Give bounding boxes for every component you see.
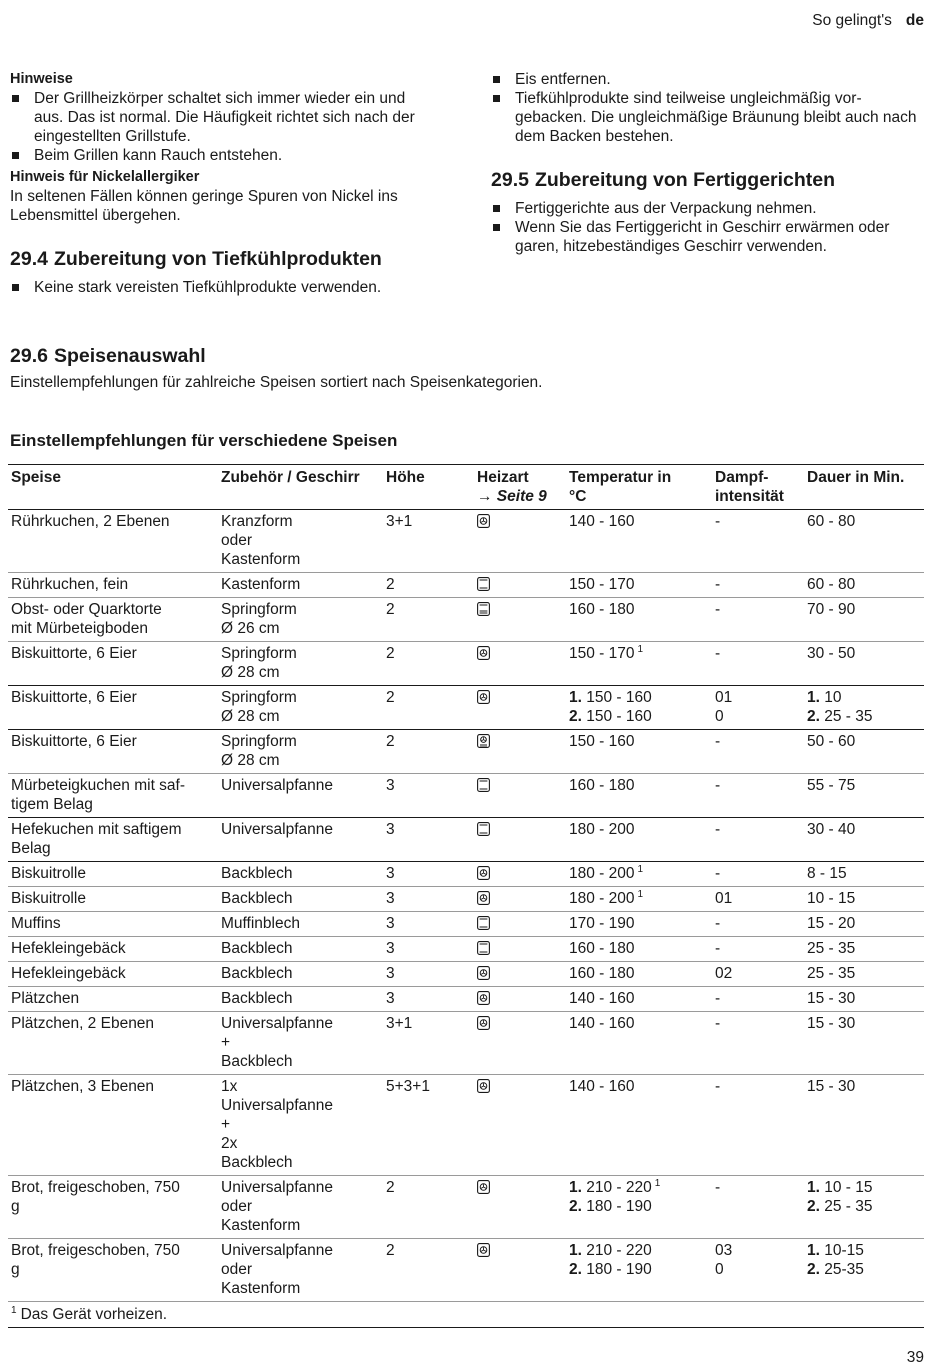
cell-temperatur <box>566 774 712 818</box>
header-speise: Speise <box>8 465 218 510</box>
cell-dampf <box>712 774 804 818</box>
steam-value: - <box>715 601 721 618</box>
duration-value: 50 - 60 <box>807 733 856 750</box>
duration-value: 15 - 30 <box>807 990 856 1007</box>
top-bottom-heat-icon <box>477 941 490 955</box>
cell-zubehoer: Springform Ø 28 cm <box>221 733 297 769</box>
allergy-note-text: In seltenen Fällen können geringe Spuren von Nickel ins Lebensmittel übergehen. <box>10 188 398 224</box>
cell-dampf <box>712 510 804 573</box>
cell-hoehe: 2 <box>386 601 395 618</box>
cell-heizart <box>474 598 566 642</box>
duration-value: 25 - 35 <box>807 940 856 957</box>
cell-temperatur <box>566 730 712 774</box>
cell-temperatur <box>566 598 712 642</box>
cell-dauer <box>804 1239 924 1302</box>
cell-temperatur <box>566 987 712 1012</box>
cell-hoehe: 3 <box>386 890 395 907</box>
section-29-6 <box>10 344 930 392</box>
cell-dauer <box>804 642 924 686</box>
header-hoehe: Höhe <box>383 465 474 510</box>
cell-dauer <box>804 598 924 642</box>
duration-value: 15 - 30 <box>807 1015 856 1032</box>
hot-air-icon <box>477 866 490 880</box>
steam-value: - <box>715 865 721 882</box>
duration-value: 8 - 15 <box>807 865 847 882</box>
step-number: 2. <box>569 708 582 725</box>
step-number: 1. <box>807 689 820 706</box>
allergy-note-title: Hinweis für Nickelallergiker <box>10 169 200 185</box>
cell-temperatur <box>566 887 712 912</box>
steam-value: 01 <box>715 890 733 907</box>
cell-hoehe: 3+1 <box>386 1015 413 1032</box>
temperature-value: 210 - 220 <box>586 1179 652 1196</box>
section-heading-29-6 <box>10 344 930 368</box>
step-number: 1. <box>807 1242 820 1259</box>
header-dampf: Dampf- intensität <box>712 465 804 510</box>
table-row <box>8 818 924 862</box>
footnote-ref: 1 <box>637 889 644 900</box>
temperature-value: 210 - 220 <box>586 1242 652 1259</box>
cell-dampf <box>712 1176 804 1239</box>
temperature-value: 150 - 170 <box>569 576 635 593</box>
steam-value: 0 <box>715 708 724 725</box>
header-heizart <box>474 465 566 510</box>
cell-hoehe: 2 <box>386 576 395 593</box>
cell-heizart <box>474 862 566 887</box>
table-row <box>8 1176 924 1239</box>
hot-air-icon <box>477 690 490 704</box>
list-item: Wenn Sie das Fertiggericht in Geschirr erwärmen oder garen, hitzebeständiges Geschirr verwenden. <box>491 218 921 256</box>
cell-speise: Rührkuchen, 2 Ebenen <box>11 513 170 530</box>
section-title: Zubereitung von Tiefkühlprodukten <box>53 248 382 270</box>
cell-dauer <box>804 962 924 987</box>
step-number: 1. <box>569 1179 582 1196</box>
temperature-value: 140 - 160 <box>569 1015 635 1032</box>
cell-dauer <box>804 1012 924 1075</box>
cell-dampf <box>712 987 804 1012</box>
cell-speise: Hefekleingebäck <box>11 940 126 957</box>
step-number: 2. <box>569 1198 582 1215</box>
cell-dauer <box>804 774 924 818</box>
list-item: Tiefkühlprodukte sind teilweise ungleichmäßig vor-gebacken. Die ungleichmäßige Bräunung bleibt auch nach dem Backen bestehen. <box>491 89 921 146</box>
duration-value: 15 - 20 <box>807 915 856 932</box>
cell-hoehe: 3 <box>386 940 395 957</box>
cell-temperatur <box>566 862 712 887</box>
table-row <box>8 774 924 818</box>
hot-air-icon <box>477 1016 490 1030</box>
cell-dampf <box>712 962 804 987</box>
cell-heizart <box>474 686 566 730</box>
steam-value: - <box>715 1179 721 1196</box>
cell-dauer <box>804 937 924 962</box>
cell-temperatur <box>566 818 712 862</box>
cell-hoehe: 2 <box>386 689 395 706</box>
cell-temperatur <box>566 962 712 987</box>
cell-dampf <box>712 1075 804 1176</box>
duration-value: 55 - 75 <box>807 777 856 794</box>
page-number: 39 <box>906 1349 924 1366</box>
cell-heizart <box>474 774 566 818</box>
cell-speise: Plätzchen, 2 Ebenen <box>11 1015 155 1032</box>
cell-speise: Mürbeteigkuchen mit saf- tigem Belag <box>11 777 186 813</box>
cell-hoehe: 2 <box>386 733 395 750</box>
temperature-value: 170 - 190 <box>569 915 635 932</box>
table-title: Einstellempfehlungen für verschiedene Speisen <box>10 431 398 450</box>
step-number: 2. <box>569 1261 582 1278</box>
steam-value: - <box>715 940 721 957</box>
temperature-value: 160 - 180 <box>569 601 635 618</box>
hot-air-icon <box>477 1243 490 1257</box>
duration-value: 30 - 40 <box>807 821 856 838</box>
steam-value: - <box>715 990 721 1007</box>
cell-temperatur <box>566 642 712 686</box>
cell-heizart <box>474 912 566 937</box>
temperature-value: 150 - 160 <box>569 733 635 750</box>
footnote-text: Das Gerät vorheizen. <box>20 1306 168 1323</box>
cell-dauer <box>804 862 924 887</box>
cell-speise: Biskuitrolle <box>11 865 86 882</box>
cell-dauer <box>804 818 924 862</box>
cell-temperatur <box>566 912 712 937</box>
cell-hoehe: 2 <box>386 1242 395 1259</box>
hot-air-icon <box>477 514 490 528</box>
duration-value: 15 - 30 <box>807 1078 856 1095</box>
cell-dauer <box>804 887 924 912</box>
temperature-value: 140 - 160 <box>569 1078 635 1095</box>
cell-speise: Obst- oder Quarktorte mit Mürbeteigboden <box>11 601 162 637</box>
cell-zubehoer: Muffinblech <box>221 915 300 932</box>
cell-heizart <box>474 642 566 686</box>
list-item: Beim Grillen kann Rauch entstehen. <box>10 146 438 165</box>
cell-hoehe: 3 <box>386 990 395 1007</box>
table-row <box>8 573 924 598</box>
duration-value: 25 - 35 <box>807 965 856 982</box>
cell-speise: Brot, freigeschoben, 750 g <box>11 1242 180 1278</box>
cell-dauer <box>804 1075 924 1176</box>
duration-value: 70 - 90 <box>807 601 856 618</box>
temperature-value: 180 - 190 <box>586 1261 652 1278</box>
table-row <box>8 937 924 962</box>
settings-table <box>8 464 924 1328</box>
cell-hoehe: 3 <box>386 965 395 982</box>
cell-heizart <box>474 730 566 774</box>
cell-heizart <box>474 573 566 598</box>
cell-speise: Hefekleingebäck <box>11 965 126 982</box>
cell-zubehoer: Springform Ø 28 cm <box>221 645 297 681</box>
cell-dampf <box>712 887 804 912</box>
hot-air-icon <box>477 966 490 980</box>
footnote-row <box>8 1302 924 1328</box>
step-number: 2. <box>807 708 820 725</box>
hot-air-icon <box>477 1079 490 1093</box>
list-item: Eis entfernen. <box>491 70 921 89</box>
cell-zubehoer: Backblech <box>221 890 293 907</box>
cell-temperatur <box>566 686 712 730</box>
duration-value: 60 - 80 <box>807 513 856 530</box>
cell-dauer <box>804 1176 924 1239</box>
frozen-products-list <box>10 278 438 297</box>
cell-dampf <box>712 730 804 774</box>
page-reference-link[interactable]: → Seite 9 <box>477 488 547 505</box>
table-row <box>8 1075 924 1176</box>
cell-heizart <box>474 1239 566 1302</box>
section-heading-29-5 <box>491 168 921 192</box>
footnote-ref: 1 <box>637 864 644 875</box>
step-number: 1. <box>807 1179 820 1196</box>
temperature-value: 180 - 200 <box>569 865 635 882</box>
section-heading-29-4 <box>10 247 438 271</box>
table-row <box>8 862 924 887</box>
cell-temperatur <box>566 1012 712 1075</box>
cell-heizart <box>474 887 566 912</box>
cell-dauer <box>804 686 924 730</box>
hot-air-icon <box>477 1180 490 1194</box>
list-item: Keine stark vereisten Tiefkühlprodukte verwenden. <box>10 278 438 297</box>
cell-dampf <box>712 1012 804 1075</box>
cell-temperatur <box>566 1239 712 1302</box>
cell-speise: Brot, freigeschoben, 750 g <box>11 1179 180 1215</box>
duration-value: 60 - 80 <box>807 576 856 593</box>
cell-dampf <box>712 818 804 862</box>
right-column <box>491 70 921 256</box>
steam-value: - <box>715 733 721 750</box>
hot-air-icon <box>477 991 490 1005</box>
table-row <box>8 730 924 774</box>
cell-temperatur <box>566 510 712 573</box>
cell-heizart <box>474 987 566 1012</box>
duration-value: 10-15 <box>824 1242 864 1259</box>
step-number: 1. <box>569 1242 582 1259</box>
cell-temperatur <box>566 573 712 598</box>
cell-zubehoer: Universalpfanne oder Kastenform <box>221 1242 334 1297</box>
header-temperatur: Temperatur in °C <box>566 465 712 510</box>
hot-air-eco-icon <box>477 734 490 748</box>
cell-dampf <box>712 642 804 686</box>
cell-heizart <box>474 1012 566 1075</box>
cell-hoehe: 5+3+1 <box>386 1078 430 1095</box>
table-header-row <box>8 465 924 510</box>
cell-dauer <box>804 912 924 937</box>
temperature-value: 180 - 190 <box>586 1198 652 1215</box>
steam-value: - <box>715 513 721 530</box>
step-number: 1. <box>569 689 582 706</box>
section-intro: Einstellempfehlungen für zahlreiche Speisen sortiert nach Speisenkategorien. <box>10 374 543 391</box>
cell-dauer <box>804 730 924 774</box>
cell-speise: Plätzchen, 3 Ebenen <box>11 1078 155 1095</box>
temperature-value: 180 - 200 <box>569 890 635 907</box>
steam-value: - <box>715 777 721 794</box>
cell-dampf <box>712 1239 804 1302</box>
top-bottom-heat-icon <box>477 916 490 930</box>
duration-value: 30 - 50 <box>807 645 856 662</box>
left-column <box>10 70 438 297</box>
cell-zubehoer: Springform Ø 26 cm <box>221 601 297 637</box>
cell-zubehoer: 1x Universalpfanne + 2x Backblech <box>221 1078 334 1171</box>
list-item: Der Grillheizkörper schaltet sich immer wieder ein und aus. Das ist normal. Die Häufigkeit richtet sich nach der eingestellten Grillstufe. <box>10 89 438 146</box>
running-header <box>812 11 924 30</box>
cell-speise: Rührkuchen, fein <box>11 576 129 593</box>
cell-zubehoer: Universalpfanne <box>221 821 334 838</box>
steam-value: - <box>715 1078 721 1095</box>
temperature-value: 150 - 170 <box>569 645 635 662</box>
cell-speise: Biskuitrolle <box>11 890 86 907</box>
cell-temperatur <box>566 1176 712 1239</box>
cell-zubehoer: Backblech <box>221 965 293 982</box>
temperature-value: 150 - 160 <box>586 689 652 706</box>
footnote <box>8 1302 924 1328</box>
header-heizart-label: Heizart <box>477 469 529 486</box>
footnote-ref: 1 <box>637 644 644 655</box>
duration-value: 10 - 15 <box>824 1179 873 1196</box>
top-bottom-heat-icon <box>477 577 490 591</box>
temperature-value: 140 - 160 <box>569 990 635 1007</box>
temperature-value: 160 - 180 <box>569 965 635 982</box>
duration-value: 25 - 35 <box>824 1198 873 1215</box>
header-dauer: Dauer in Min. <box>804 465 924 510</box>
cell-zubehoer: Backblech <box>221 865 293 882</box>
cell-zubehoer: Universalpfanne + Backblech <box>221 1015 334 1070</box>
ready-meals-list <box>491 199 921 256</box>
cell-speise: Muffins <box>11 915 61 932</box>
cell-hoehe: 3 <box>386 821 395 838</box>
table-row <box>8 962 924 987</box>
cell-heizart <box>474 510 566 573</box>
cell-dampf <box>712 598 804 642</box>
section-number: 29.4 <box>10 248 48 270</box>
cell-dauer <box>804 573 924 598</box>
language-code: de <box>905 12 924 29</box>
hot-air-icon <box>477 646 490 660</box>
running-header-section: So gelingt's <box>812 12 892 29</box>
cell-dampf <box>712 686 804 730</box>
footnote-mark: 1 <box>11 1305 17 1316</box>
steam-value: 0 <box>715 1261 724 1278</box>
table-row <box>8 510 924 573</box>
top-bottom-heat-icon <box>477 778 490 792</box>
footnote-ref: 1 <box>654 1178 661 1189</box>
cell-hoehe: 3 <box>386 915 395 932</box>
cell-heizart <box>474 1075 566 1176</box>
cell-zubehoer: Kranzform oder Kastenform <box>221 513 301 568</box>
hot-air-icon <box>477 891 490 905</box>
temperature-value: 140 - 160 <box>569 513 635 530</box>
cell-speise: Biskuittorte, 6 Eier <box>11 733 137 750</box>
cell-dauer <box>804 987 924 1012</box>
cell-zubehoer: Universalpfanne <box>221 777 334 794</box>
header-zubehoer: Zubehör / Geschirr <box>218 465 383 510</box>
table-row <box>8 686 924 730</box>
pizza-setting-icon <box>477 602 490 616</box>
section-title: Zubereitung von Fertiggerichten <box>534 169 836 191</box>
cell-heizart <box>474 962 566 987</box>
cell-hoehe: 3+1 <box>386 513 413 530</box>
section-number: 29.5 <box>491 169 529 191</box>
cell-hoehe: 2 <box>386 645 395 662</box>
cell-hoehe: 2 <box>386 1179 395 1196</box>
temperature-value: 180 - 200 <box>569 821 635 838</box>
section-number: 29.6 <box>10 345 48 367</box>
notes-title: Hinweise <box>10 71 73 87</box>
notes-list <box>10 89 438 165</box>
cell-zubehoer: Universalpfanne oder Kastenform <box>221 1179 334 1234</box>
temperature-value: 160 - 180 <box>569 940 635 957</box>
table-row <box>8 1012 924 1075</box>
duration-value: 10 <box>824 689 842 706</box>
step-number: 2. <box>807 1198 820 1215</box>
list-item: Fertiggerichte aus der Verpackung nehmen. <box>491 199 921 218</box>
cell-hoehe: 3 <box>386 865 395 882</box>
temperature-value: 150 - 160 <box>586 708 652 725</box>
cell-hoehe: 3 <box>386 777 395 794</box>
cell-speise: Biskuittorte, 6 Eier <box>11 645 137 662</box>
steam-value: - <box>715 915 721 932</box>
cell-temperatur <box>566 1075 712 1176</box>
cell-speise: Plätzchen <box>11 990 80 1007</box>
table-row <box>8 598 924 642</box>
cell-temperatur <box>566 937 712 962</box>
cell-heizart <box>474 1176 566 1239</box>
duration-value: 10 - 15 <box>807 890 856 907</box>
table-row <box>8 987 924 1012</box>
cell-dauer <box>804 510 924 573</box>
section-title: Speisenauswahl <box>53 345 206 367</box>
temperature-value: 160 - 180 <box>569 777 635 794</box>
steam-value: 01 <box>715 689 733 706</box>
cell-dampf <box>712 573 804 598</box>
steam-value: 02 <box>715 965 733 982</box>
cell-speise: Hefekuchen mit saftigem Belag <box>11 821 182 857</box>
cell-dampf <box>712 862 804 887</box>
cell-zubehoer: Kastenform <box>221 576 301 593</box>
cell-heizart <box>474 937 566 962</box>
table-row <box>8 912 924 937</box>
steam-value: - <box>715 576 721 593</box>
top-bottom-heat-icon <box>477 822 490 836</box>
cell-speise: Biskuittorte, 6 Eier <box>11 689 137 706</box>
duration-value: 25-35 <box>824 1261 864 1278</box>
cell-zubehoer: Backblech <box>221 990 293 1007</box>
table-row <box>8 1239 924 1302</box>
cell-zubehoer: Springform Ø 28 cm <box>221 689 297 725</box>
cell-dampf <box>712 912 804 937</box>
cell-zubehoer: Backblech <box>221 940 293 957</box>
cell-dampf <box>712 937 804 962</box>
duration-value: 25 - 35 <box>824 708 873 725</box>
steam-value: 03 <box>715 1242 733 1259</box>
frozen-products-list-continued <box>491 70 921 146</box>
steam-value: - <box>715 821 721 838</box>
table-row <box>8 642 924 686</box>
cell-heizart <box>474 818 566 862</box>
steam-value: - <box>715 645 721 662</box>
step-number: 2. <box>807 1261 820 1278</box>
table-row <box>8 887 924 912</box>
steam-value: - <box>715 1015 721 1032</box>
